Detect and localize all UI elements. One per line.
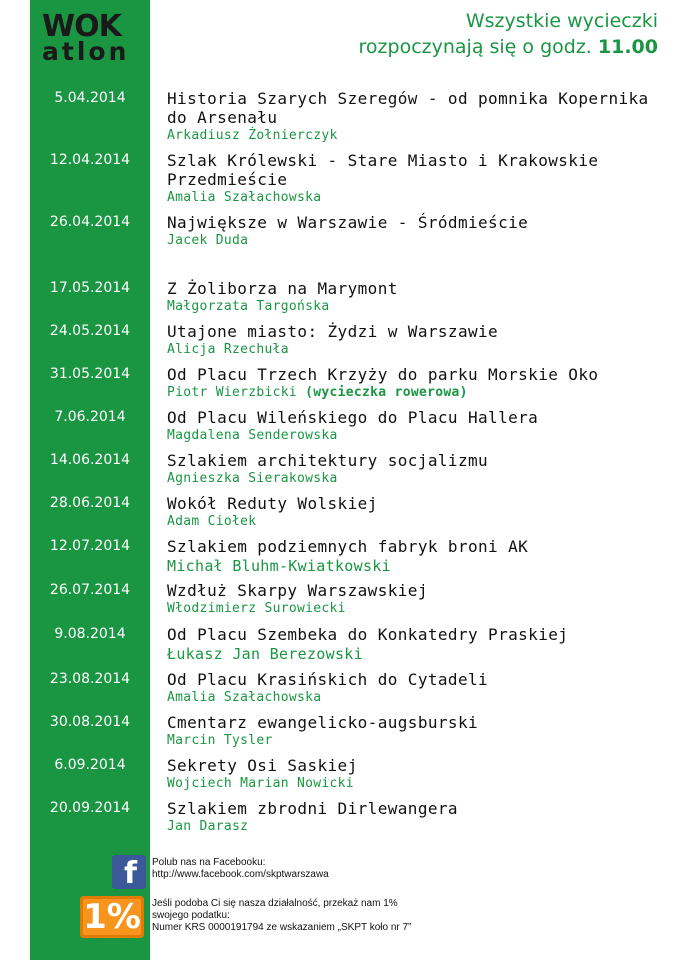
tour-title-block bbox=[167, 322, 667, 358]
tour-date: 26.04.2014 bbox=[49, 214, 131, 230]
tour-title: Historia Szarych Szeregów - od pomnika Kopernika do Arsenału bbox=[167, 89, 649, 127]
tour-date: 9.08.2014 bbox=[54, 626, 126, 642]
wok-atlon-logo bbox=[42, 9, 142, 66]
tour-guide: Jacek Duda bbox=[167, 233, 249, 248]
tour-title-block bbox=[167, 451, 667, 487]
tour-date: 17.05.2014 bbox=[49, 280, 131, 296]
tour-date: 5.04.2014 bbox=[54, 90, 126, 106]
tour-date: 20.09.2014 bbox=[49, 800, 131, 816]
tour-date: 23.08.2014 bbox=[49, 671, 131, 687]
tour-title-block bbox=[167, 625, 667, 664]
tour-guide: Alicja Rzechuła bbox=[167, 342, 289, 357]
tour-title-block bbox=[167, 279, 667, 315]
tour-title: Szlak Królewski - Stare Miasto i Krakowskie Przedmieście bbox=[167, 151, 599, 189]
tour-date: 7.06.2014 bbox=[54, 409, 126, 425]
tour-guide: Marcin Tysler bbox=[167, 733, 273, 748]
one-percent-line2: swojego podatku: bbox=[152, 910, 230, 921]
tour-guide: Małgorzata Targońska bbox=[167, 299, 330, 314]
facebook-url[interactable]: http://www.facebook.com/skptwarszawa bbox=[152, 869, 329, 880]
bike-tour-note: (wycieczka rowerowa) bbox=[305, 385, 468, 400]
tour-title: Utajone miasto: Żydzi w Warszawie bbox=[167, 322, 499, 341]
tour-guide: Amalia Szałachowska bbox=[167, 190, 322, 205]
tour-date: 30.08.2014 bbox=[49, 714, 131, 730]
tour-guide: Adam Ciołek bbox=[167, 514, 257, 529]
tour-title-block bbox=[167, 713, 667, 749]
tour-title: Największe w Warszawie - Śródmieście bbox=[167, 213, 529, 232]
tour-title: Cmentarz ewangelicko-augsburski bbox=[167, 713, 479, 732]
tour-title: Od Placu Trzech Krzyży do parku Morskie Oko bbox=[167, 365, 599, 384]
tour-title-block bbox=[167, 537, 667, 576]
tour-title: Sekrety Osi Saskiej bbox=[167, 756, 358, 775]
tour-guide: Włodzimierz Surowiecki bbox=[167, 601, 346, 616]
logo-line1: WOK bbox=[42, 9, 121, 44]
facebook-label: Polub nas na Facebooku: bbox=[152, 857, 266, 868]
tour-title: Szlakiem podziemnych fabryk broni AK bbox=[167, 537, 529, 556]
tour-title: Od Placu Krasińskich do Cytadeli bbox=[167, 670, 489, 689]
tour-title-block bbox=[167, 756, 667, 792]
tour-date: 12.07.2014 bbox=[49, 538, 131, 554]
tour-guide: Michał Bluhm-Kwiatkowski bbox=[167, 557, 391, 575]
one-percent-line1: Jeśli podoba Ci się nasza działalność, przekaż nam 1% bbox=[152, 898, 398, 909]
tour-date: 14.06.2014 bbox=[49, 452, 131, 468]
tour-title: Szlakiem zbrodni Dirlewangera bbox=[167, 799, 458, 818]
tour-date: 26.07.2014 bbox=[49, 582, 131, 598]
header-line2 bbox=[359, 34, 658, 60]
tour-guide: Łukasz Jan Berezowski bbox=[167, 645, 363, 663]
tour-title-block bbox=[167, 213, 667, 249]
tour-date: 6.09.2014 bbox=[54, 757, 126, 773]
tour-date: 12.04.2014 bbox=[49, 152, 131, 168]
tour-title: Od Placu Wileńskiego do Placu Hallera bbox=[167, 408, 539, 427]
tour-guide: Piotr Wierzbicki bbox=[167, 385, 298, 400]
header-line1: Wszystkie wycieczki bbox=[465, 10, 658, 32]
tour-guide: Wojciech Marian Nowicki bbox=[167, 776, 354, 791]
tour-guide: Arkadiusz Żołnierczyk bbox=[167, 128, 338, 143]
tour-title-block bbox=[167, 365, 667, 401]
tour-title-block bbox=[167, 89, 667, 144]
start-time: 11.00 bbox=[597, 36, 658, 58]
one-percent-info bbox=[152, 898, 452, 934]
tour-title-block bbox=[167, 494, 667, 530]
tour-guide: Jan Darasz bbox=[167, 819, 249, 834]
krs-number: Numer KRS 0000191794 ze wskazaniem „SKPT koło nr 7” bbox=[152, 922, 412, 933]
tour-title-block bbox=[167, 151, 667, 206]
tour-date: 28.06.2014 bbox=[49, 495, 131, 511]
tour-guide-line bbox=[167, 384, 667, 401]
header-line2-prefix: rozpoczynają się o godz. bbox=[358, 36, 592, 58]
facebook-promo bbox=[152, 857, 329, 881]
tour-title-block bbox=[167, 581, 667, 617]
tour-title-block bbox=[167, 408, 667, 444]
tour-date: 24.05.2014 bbox=[49, 323, 131, 339]
tour-guide: Agnieszka Sierakowska bbox=[167, 471, 338, 486]
start-time-header bbox=[359, 8, 658, 60]
tour-title: Szlakiem architektury socjalizmu bbox=[167, 451, 489, 470]
one-percent-icon: 1% bbox=[80, 896, 144, 938]
tour-title-block bbox=[167, 670, 667, 706]
logo-line2: atlon bbox=[42, 37, 130, 66]
tour-title: Wzdłuż Skarpy Warszawskiej bbox=[167, 581, 428, 600]
tour-guide: Amalia Szałachowska bbox=[167, 690, 322, 705]
tour-title-block bbox=[167, 799, 667, 835]
facebook-icon[interactable]: f bbox=[112, 855, 146, 889]
tour-date: 31.05.2014 bbox=[49, 366, 131, 382]
tour-title: Od Placu Szembeka do Konkatedry Praskiej bbox=[167, 625, 569, 644]
tour-title: Z Żoliborza na Marymont bbox=[167, 279, 398, 298]
tour-guide: Magdalena Senderowska bbox=[167, 428, 338, 443]
tour-title: Wokół Reduty Wolskiej bbox=[167, 494, 378, 513]
